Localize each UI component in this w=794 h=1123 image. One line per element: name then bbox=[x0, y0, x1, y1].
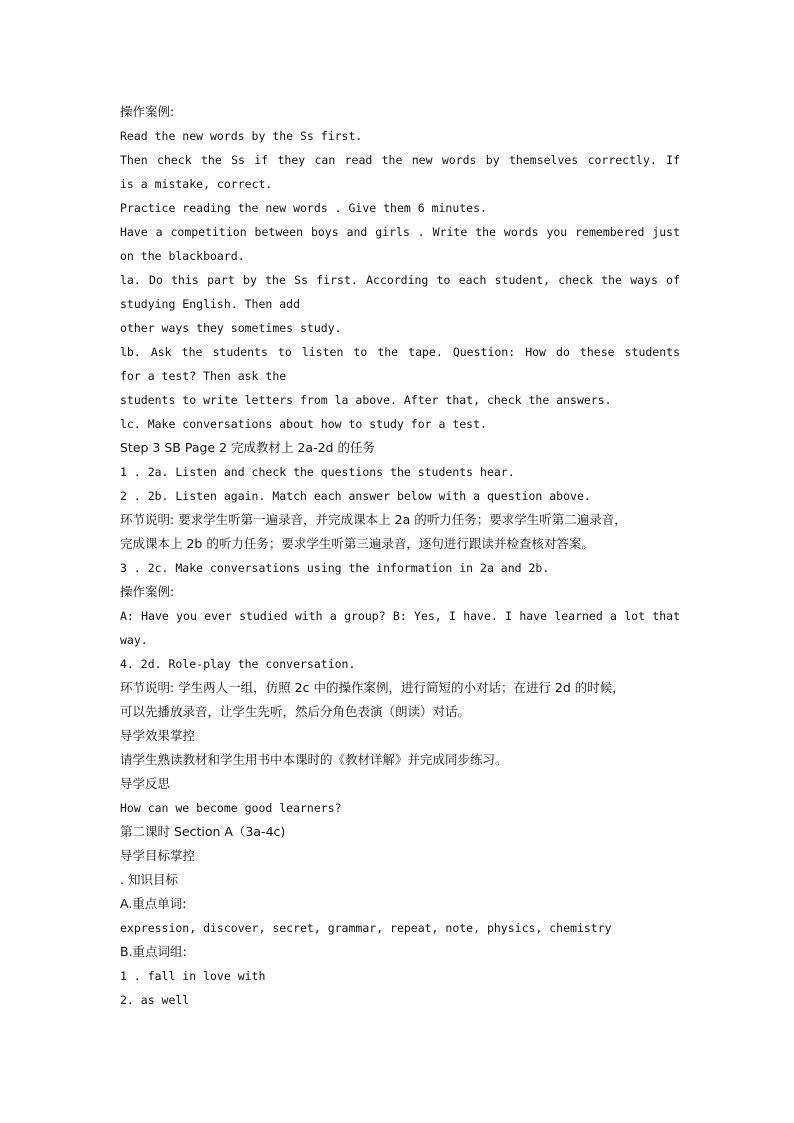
section-heading: 导学效果掌控 bbox=[120, 728, 196, 743]
text-line: la. Do this part by the Ss first. According to each student, check the ways of bbox=[120, 273, 680, 287]
text-line: lb. Ask the students to listen to the tape. Question: How do these students bbox=[120, 345, 680, 359]
text-line: 4. 2d. Role-play the conversation. bbox=[120, 657, 356, 671]
text-line: How can we become good learners? bbox=[120, 801, 342, 815]
text-line: A: Have you ever studied with a group? B: Yes, I have. I have learned a lot that bbox=[120, 609, 680, 623]
text-line: studying English. Then add bbox=[120, 297, 301, 311]
heading-case-example: 操作案例: bbox=[120, 104, 175, 119]
text-line: is a mistake, correct. bbox=[120, 177, 273, 191]
text-line: other ways they sometimes study. bbox=[120, 321, 342, 335]
text-line: 2 . 2b. Listen again. Match each answer below with a question above. bbox=[120, 489, 591, 503]
text-line: Practice reading the new words . Give them 6 minutes. bbox=[120, 201, 487, 215]
text-line: lc. Make conversations about how to study for a test. bbox=[120, 417, 487, 431]
subsection-heading: A.重点单词: bbox=[120, 896, 187, 911]
step-description: 环节说明: 要求学生听第一遍录音，并完成课本上 2a 的听力任务；要求学生听第二遍录音， bbox=[120, 512, 627, 527]
text-line: 1 . 2a. Listen and check the questions the students hear. bbox=[120, 465, 515, 479]
text-line: Have a competition between boys and girls . Write the words you remembered just bbox=[120, 225, 680, 239]
step-description: 完成课本上 2b 的听力任务；要求学生听第三遍录音，逐句进行跟读并检查核对答案。 bbox=[120, 536, 594, 551]
subsection-heading: . 知识目标 bbox=[120, 872, 178, 887]
section-heading: 导学反思 bbox=[120, 776, 171, 791]
text-line: students to write letters from la above. After that, check the answers. bbox=[120, 393, 612, 407]
subsection-heading: B.重点词组: bbox=[120, 944, 187, 959]
step-description: 环节说明: 学生两人一组，仿照 2c 中的操作案例，进行简短的小对话；在进行 2d 的时候， bbox=[120, 680, 625, 695]
heading-case-example: 操作案例: bbox=[120, 584, 175, 599]
step-heading: Step 3 SB Page 2 完成教材上 2a-2d 的任务 bbox=[120, 440, 375, 455]
text-line: 1 . fall in love with bbox=[120, 969, 266, 983]
text-line: way. bbox=[120, 633, 148, 647]
text-line: Then check the Ss if they can read the new words by themselves correctly. If bbox=[120, 153, 680, 167]
document-page bbox=[120, 100, 680, 1012]
section-heading: 导学目标掌控 bbox=[120, 848, 196, 863]
text-line: expression, discover, secret, grammar, repeat, note, physics, chemistry bbox=[120, 921, 612, 935]
step-description: 可以先播放录音，让学生先听，然后分角色表演（朗读）对话。 bbox=[120, 704, 471, 719]
text-line: 2. as well bbox=[120, 993, 190, 1007]
text-line: Read the new words by the Ss first. bbox=[120, 129, 363, 143]
text-line: 3 . 2c. Make conversations using the information in 2a and 2b. bbox=[120, 561, 550, 575]
text-line: for a test? Then ask the bbox=[120, 369, 287, 383]
lesson-heading: 第二课时 Section A（3a-4c) bbox=[120, 824, 286, 839]
text-line: on the blackboard. bbox=[120, 249, 245, 263]
text-line: 请学生熟读教材和学生用书中本课时的《教材详解》并完成同步练习。 bbox=[120, 752, 508, 767]
